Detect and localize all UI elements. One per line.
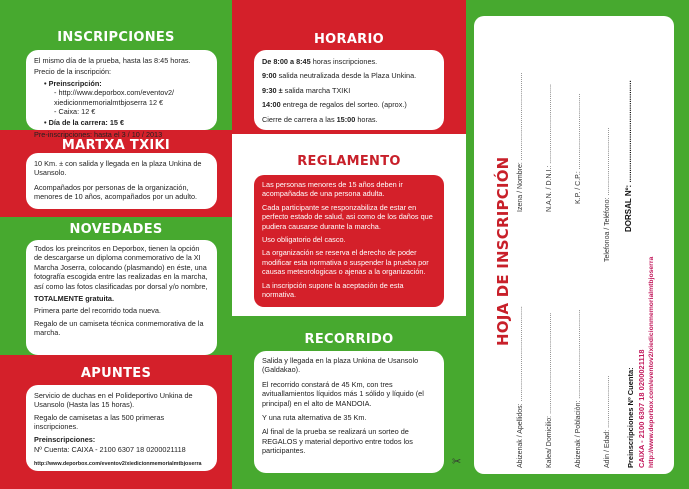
inscripciones-dia: • Día de la carrera: 15 € (44, 118, 125, 128)
bank-account: CAIXA - 2100 6307 18 0200021118 (637, 349, 646, 468)
field-edad[interactable]: Adin / Edad: ........................... (604, 375, 611, 468)
martxa-card (26, 153, 217, 209)
apuntes-p2: Regalo de camisetas a las 500 primeras inscripciones. (34, 412, 165, 432)
novedades-title: NOVEDADES (69, 222, 163, 237)
inscripciones-pre-url1: - http://www.deporbox.com/eventov2/ (54, 88, 175, 98)
martxa-title: MARTXA TXIKI (61, 138, 171, 153)
novedades-p3: Regalo de un camiseta técnica conmemorativa de la marcha. (34, 318, 204, 338)
bank-url[interactable]: http://www.deporbox.com/eventov2/xiedicionmemorialmtbjoserra (648, 256, 655, 468)
inscripciones-deadline: Pre-inscripciones: hasta el 3 / 10 / 2013 (34, 129, 163, 139)
apuntes-cuenta: Nº Cuenta: CAIXA - 2100 6307 18 0200021118 (34, 445, 186, 455)
horario-title: HORARIO (313, 32, 384, 47)
reglamento-p4: La organización se reserva el derecho de poder modificar esta normativa o suspender la prueba por causas meteorologicas o ajenas a la organización. (262, 248, 429, 277)
reglamento-card (254, 175, 444, 307)
inscripciones-line1: El mismo día de la prueba, hasta las 8:45 horas. (34, 56, 191, 65)
horario-r5-time: 15:00 (336, 114, 356, 124)
horario-r5: Cierre de carrera a las (262, 114, 337, 124)
recorrido-p1: Salida y llegada en la plaza Unkina de Usansolo (Galdakao). (262, 356, 419, 375)
field-dorsal[interactable]: DORSAL Nº: .............................................. (624, 80, 633, 232)
reglamento-p5: La inscripción supone la aceptación de esta normativa. (262, 280, 404, 300)
novedades-free: TOTALMENTE gratuita. (34, 294, 114, 304)
horario-r4-time: 14:00 (262, 100, 281, 110)
martxa-p1: 10 Km. ± con salida y llegada en la plaza Unkina de Usansolo. (34, 159, 202, 178)
inscripciones-title: INSCRIPCIONES (57, 30, 175, 45)
inscripciones-card (26, 50, 217, 139)
inscripciones-pre-url2: xiedicionmemorialmtbjoserra 12 € (54, 97, 164, 107)
field-apellidos[interactable]: Abizenak / Apellidos: ................................................. (517, 306, 524, 468)
inscripciones-pre-label: • Preinscripción: (44, 78, 102, 88)
scissors-icon: ✂ (452, 456, 462, 468)
field-domicilio[interactable]: Kalea/ Domicilio: .................................................... (546, 312, 553, 468)
horario-r3: salida marcha TXIKI (282, 85, 351, 95)
novedades-card (26, 240, 217, 355)
field-cp[interactable]: K.P. / C.P.: ....................................... (575, 93, 582, 204)
reglamento-p2: Cada participante se responzabiliza de estar en perfecto estado de salud, asi como de los daños que pudiera causarse durante la marcha. (262, 202, 433, 231)
reglamento-title: REGLAMENTO (297, 154, 401, 169)
field-nombre[interactable]: Izena / Nombre: ............................................. (517, 72, 524, 212)
apuntes-p1: Servicio de duchas en el Polideportivo Unkina de Usansolo (Hasta las 15 horas). (34, 391, 193, 410)
bank-label: Preinscripciones Nº Cuenta: (626, 367, 635, 468)
novedades-p1: Todos los preincritos en Deporbox, tienen la opción de descargarse un diploma conmemorativo de la XI Marcha Joserra, colocando (plasmando) en éste, una fotografía escogida entre las realizadas en la marcha, así como las fotos clasificadas por dorsal y/o nombre, (34, 244, 208, 291)
horario-r4: entrega de regalos del sorteo. (aprox.) (280, 100, 407, 110)
horario-r2-time: 9:00 (262, 71, 277, 81)
field-telefono[interactable]: Telefonoa / Teléfono: ................................... (604, 127, 611, 262)
apuntes-title: APUNTES (80, 366, 152, 381)
registration-form (474, 16, 674, 474)
horario-r1-time: De 8:00 a 8:45 (262, 57, 311, 66)
field-dni[interactable]: N.A.N. / D.N.I.: ......................................... (546, 84, 553, 212)
field-poblacion[interactable]: Abizenak / Poblaciòn: .............................................. (575, 309, 582, 468)
recorrido-p2: El recorrido constará de 45 Km, con tres avituallamientos líquidos más 1 sólido y líquido (el principal) en el alto de MANDOIA. (262, 379, 424, 408)
reglamento-p1: Las personas menores de 15 años deben ir acompañadas de una persona adulta. (262, 180, 403, 199)
recorrido-p3: Y una ruta alternativa de 35 Km. (262, 413, 367, 423)
apuntes-card (26, 385, 217, 471)
inscripciones-caixa: - Caixa: 12 € (54, 107, 96, 117)
martxa-p2: Acompañados por personas de la organización, menores de 10 años, acompañados por un adulto. (34, 182, 198, 202)
recorrido-card (254, 351, 444, 473)
apuntes-pre: Preinscripciones: (34, 434, 96, 444)
panel-left (0, 0, 232, 489)
recorrido-p4: Al final de la prueba se realizará un sorteo de REGALOS y material deportivo entre todos los participantes. (262, 427, 413, 456)
apuntes-url: http://www.deporbox.com/eventov2/xiedicionmemorialmtbjoserra (34, 461, 202, 468)
panel-middle (232, 0, 466, 489)
horario-r2: salida neutralizada desde la Plaza Unkina. (276, 71, 417, 81)
reglamento-p3: Uso obligatorio del casco. (262, 235, 346, 245)
inscripciones-line2: Precio de la inscripción: (34, 67, 112, 77)
recorrido-title: RECORRIDO (304, 332, 394, 347)
horario-r5-end: horas. (355, 114, 378, 124)
form-title: HOJA DE INSCRIPCIÓN (494, 156, 512, 346)
novedades-p2: Primera parte del recorrido toda nueva. (34, 306, 161, 316)
horario-r1: horas inscripciones. (310, 57, 378, 66)
horario-r3-time: 9:30 ± (262, 85, 283, 95)
horario-card (254, 50, 444, 130)
